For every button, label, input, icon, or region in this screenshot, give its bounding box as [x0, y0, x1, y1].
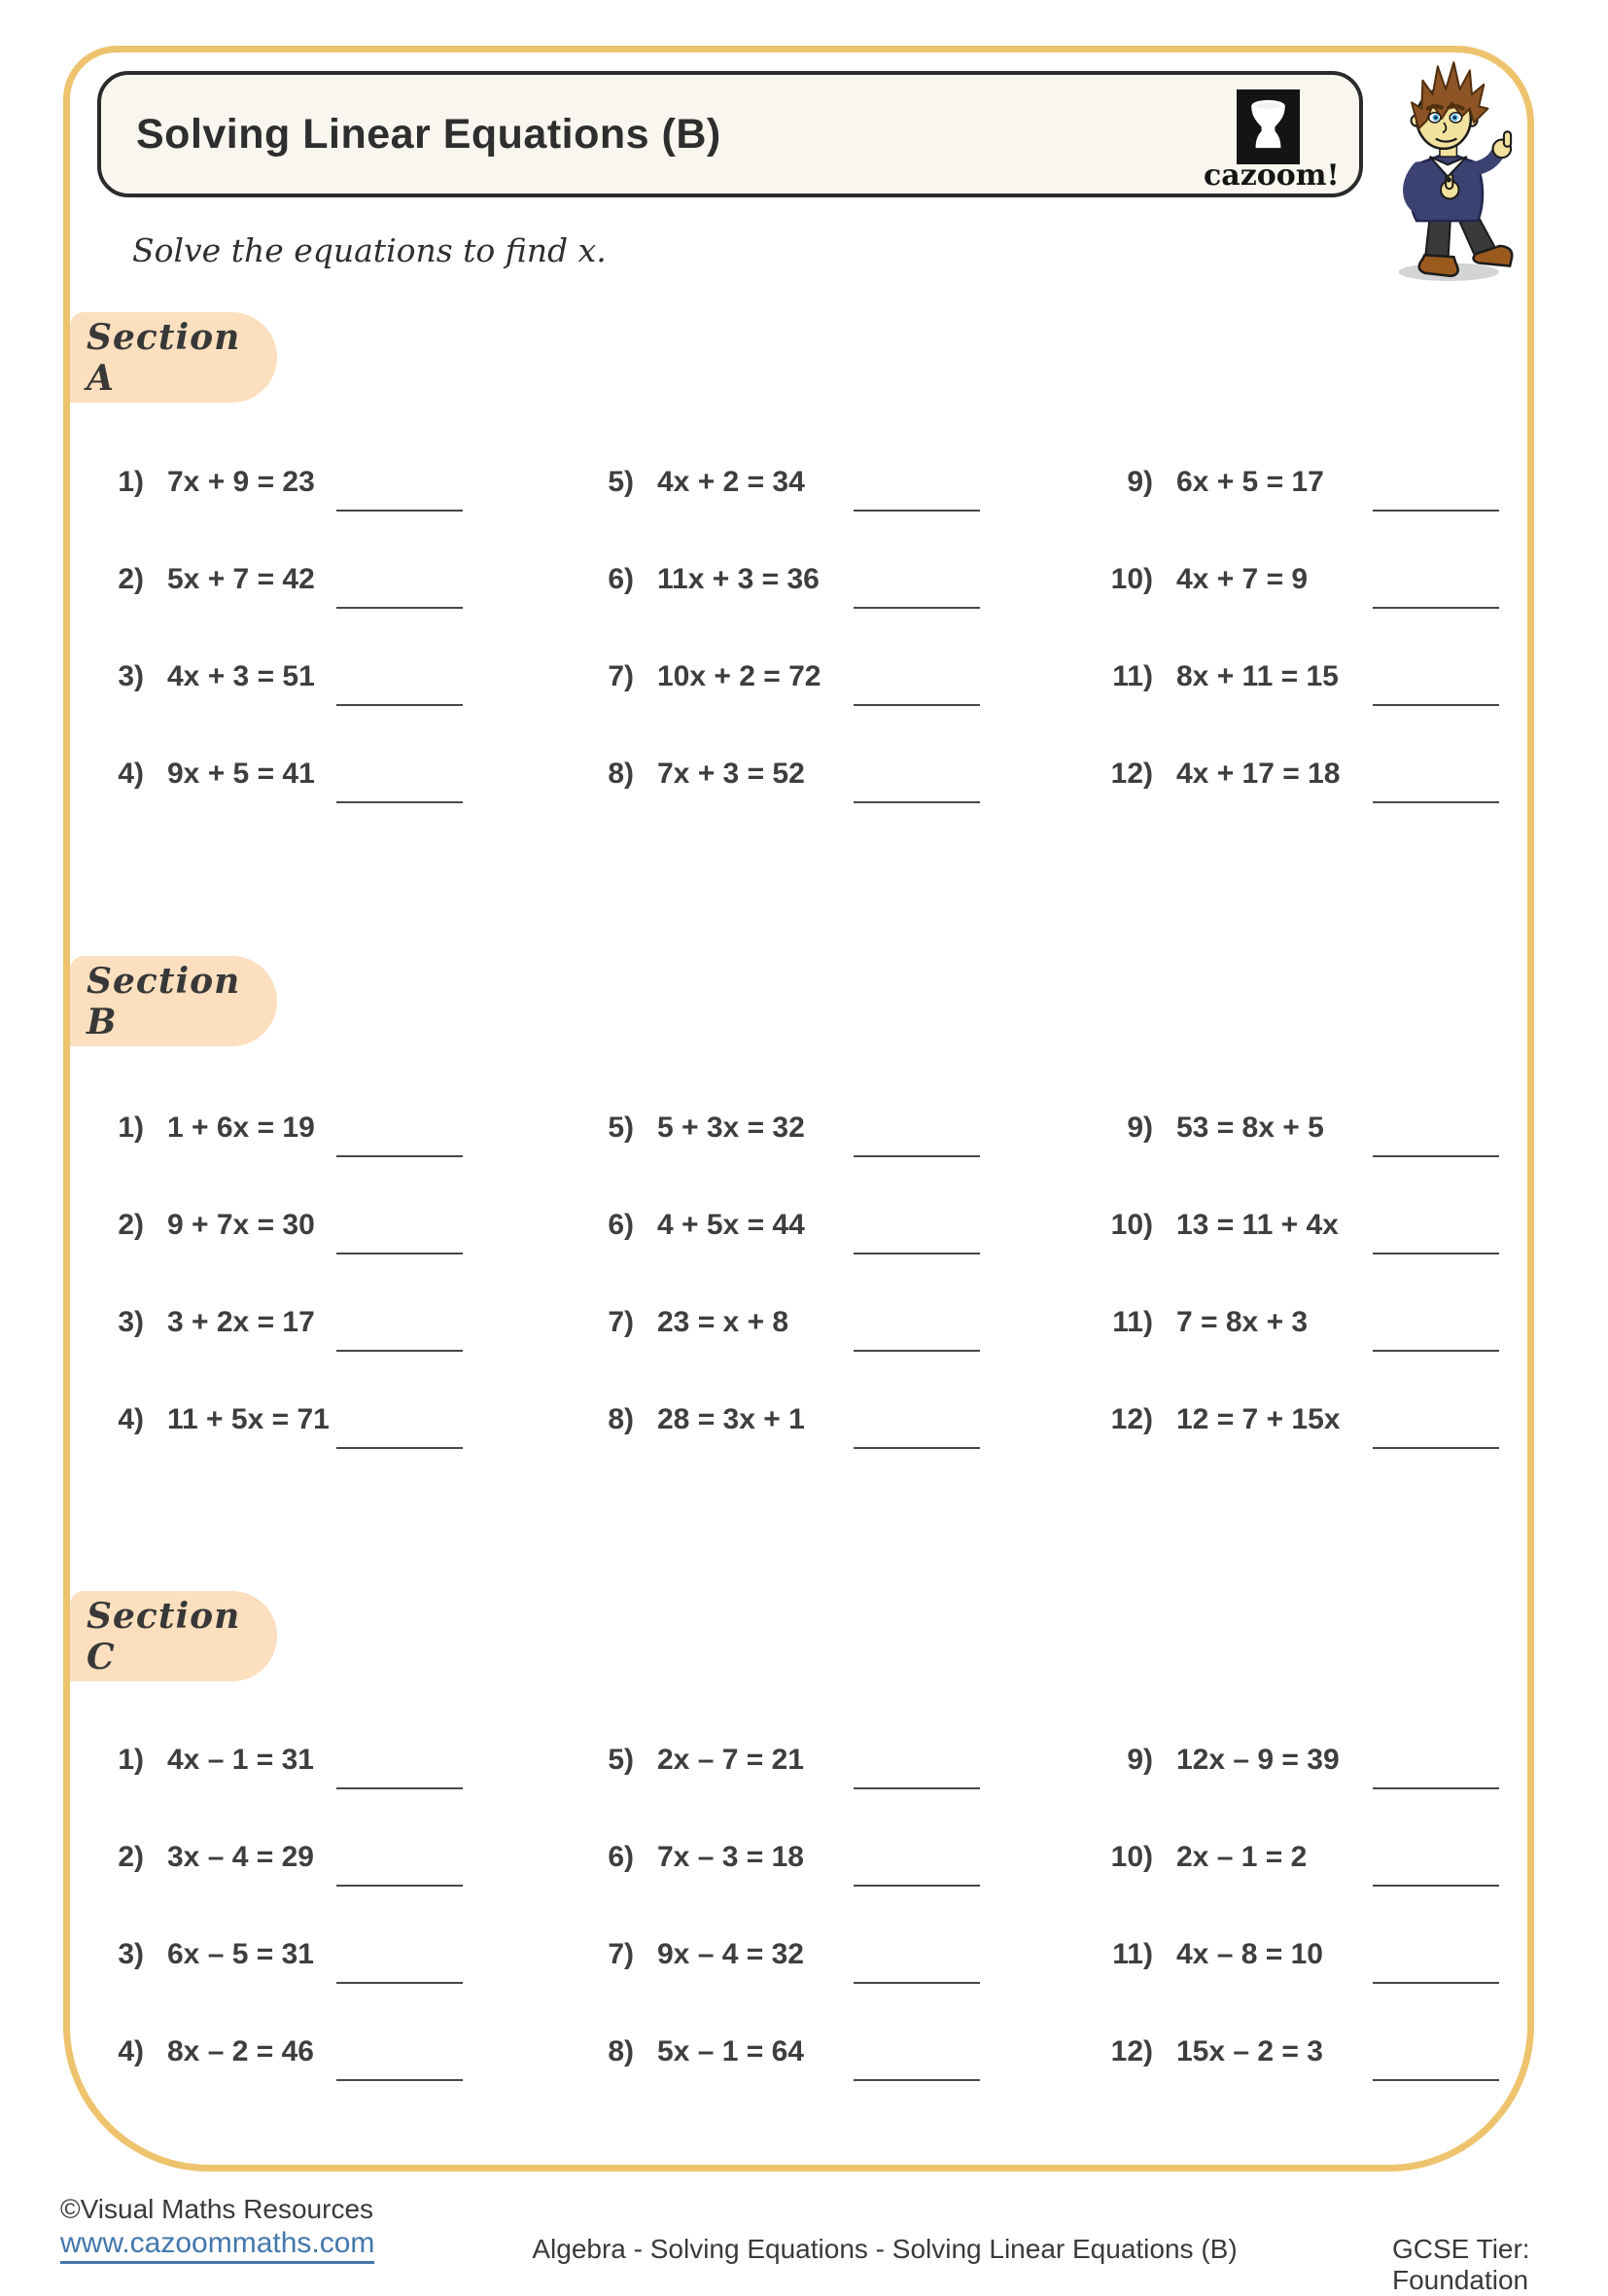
answer-line [854, 607, 980, 609]
equation: 4x + 7 = 9 [1176, 563, 1309, 595]
answer-line [1373, 607, 1499, 609]
problem-number: 4) [118, 2035, 144, 2067]
problem-number: 10) [1110, 1841, 1153, 1873]
answer-line [336, 1787, 463, 1789]
problem-number: 12) [1110, 2035, 1153, 2067]
problem-number: 8) [608, 758, 634, 790]
equation: 12 = 7 + 15x [1176, 1403, 1341, 1435]
problem-a-6 [576, 561, 820, 598]
problem-number: 6) [608, 1209, 634, 1241]
answer-line [854, 1447, 980, 1449]
equation: 1 + 6x = 19 [167, 1112, 315, 1144]
problem-b-5 [576, 1110, 805, 1147]
equation: 8x + 11 = 15 [1176, 660, 1339, 692]
answer-line [854, 1253, 980, 1254]
answer-line [336, 801, 463, 803]
problem-b-4 [86, 1401, 330, 1438]
problem-a-11 [1079, 658, 1339, 695]
answer-line [854, 1350, 980, 1352]
problem-number: 11) [1112, 660, 1153, 692]
answer-line [336, 510, 463, 512]
answer-line [1373, 801, 1499, 803]
equation: 11 + 5x = 71 [167, 1403, 330, 1435]
answer-line [1373, 1885, 1499, 1887]
equation: 28 = 3x + 1 [657, 1403, 805, 1435]
answer-line [1373, 1787, 1499, 1789]
mascot-boy-illustration [1385, 56, 1531, 282]
footer-website-link[interactable]: www.cazoommaths.com [60, 2227, 374, 2264]
problem-number: 10) [1110, 563, 1153, 595]
equation: 5 + 3x = 32 [657, 1112, 805, 1144]
problem-number: 6) [608, 1841, 634, 1873]
section-a-tab [70, 312, 277, 403]
section-b-problems [0, 1110, 1608, 1499]
equation: 15x – 2 = 3 [1176, 2035, 1323, 2067]
problem-c-4 [86, 2033, 314, 2070]
problem-number: 3) [118, 660, 144, 692]
problem-number: 4) [118, 758, 144, 790]
problem-number: 8) [608, 1403, 634, 1435]
equation: 6x – 5 = 31 [167, 1938, 314, 1970]
answer-line [336, 607, 463, 609]
problem-number: 2) [118, 1841, 144, 1873]
problem-a-4 [86, 756, 315, 793]
footer-tier-label: GCSE Tier: Foundation [1392, 2234, 1530, 2295]
problem-b-7 [576, 1304, 788, 1341]
problem-number: 1) [118, 466, 144, 498]
problem-number: 12) [1110, 1403, 1153, 1435]
equation: 2x – 7 = 21 [657, 1744, 804, 1776]
problem-number: 2) [118, 563, 144, 595]
answer-line [1373, 1253, 1499, 1254]
section-a-label: Section A [87, 316, 241, 399]
equation: 53 = 8x + 5 [1176, 1112, 1324, 1144]
problem-number: 3) [118, 1938, 144, 1970]
problem-number: 5) [608, 1112, 634, 1144]
equation: 7x + 3 = 52 [657, 758, 805, 790]
problem-c-9 [1079, 1742, 1340, 1779]
equation: 3 + 2x = 17 [167, 1306, 315, 1338]
problem-a-9 [1079, 464, 1324, 501]
problem-c-11 [1079, 1936, 1323, 1973]
problem-number: 7) [608, 660, 634, 692]
equation: 11x + 3 = 36 [657, 563, 820, 595]
problem-b-12 [1079, 1401, 1341, 1438]
problem-a-8 [576, 756, 805, 793]
equation: 8x – 2 = 46 [167, 2035, 314, 2067]
problem-number: 9) [1127, 1112, 1153, 1144]
answer-line [1373, 704, 1499, 706]
problem-c-10 [1079, 1839, 1307, 1876]
answer-line [336, 1885, 463, 1887]
equation: 9 + 7x = 30 [167, 1209, 315, 1241]
answer-line [854, 1155, 980, 1157]
problem-number: 9) [1127, 1744, 1153, 1776]
problem-a-1 [86, 464, 315, 501]
equation: 7x – 3 = 18 [657, 1841, 804, 1873]
answer-line [336, 1350, 463, 1352]
answer-line [336, 1253, 463, 1254]
answer-line [1373, 1155, 1499, 1157]
problem-b-1 [86, 1110, 315, 1147]
problem-number: 1) [118, 1112, 144, 1144]
problem-a-12 [1079, 756, 1341, 793]
equation: 5x – 1 = 64 [657, 2035, 804, 2067]
answer-line [336, 1447, 463, 1449]
cazoom-logo [1237, 89, 1300, 164]
problem-c-7 [576, 1936, 804, 1973]
problem-number: 9) [1127, 466, 1153, 498]
answer-line [854, 1885, 980, 1887]
problem-b-6 [576, 1207, 805, 1244]
answer-line [1373, 1350, 1499, 1352]
problem-b-11 [1079, 1304, 1308, 1341]
answer-line [336, 1155, 463, 1157]
problem-number: 5) [608, 1744, 634, 1776]
section-b-tab [70, 956, 277, 1046]
problem-b-8 [576, 1401, 805, 1438]
problem-a-3 [86, 658, 315, 695]
answer-line [854, 801, 980, 803]
title-box [97, 71, 1363, 197]
instruction-text: Solve the equations to find x. [132, 231, 607, 269]
answer-line [336, 1982, 463, 1984]
problem-number: 10) [1110, 1209, 1153, 1241]
answer-line [854, 510, 980, 512]
problem-b-2 [86, 1207, 315, 1244]
problem-a-7 [576, 658, 821, 695]
equation: 4 + 5x = 44 [657, 1209, 805, 1241]
answer-line [336, 704, 463, 706]
section-c-tab [70, 1591, 277, 1681]
answer-line [1373, 510, 1499, 512]
equation: 7x + 9 = 23 [167, 466, 315, 498]
equation: 3x – 4 = 29 [167, 1841, 314, 1873]
equation: 5x + 7 = 42 [167, 563, 315, 595]
equation: 13 = 11 + 4x [1176, 1209, 1339, 1241]
problem-c-6 [576, 1839, 804, 1876]
section-c-problems [0, 1742, 1608, 2131]
answer-line [854, 704, 980, 706]
footer-breadcrumb: Algebra - Solving Equations - Solving Linear Equations (B) [532, 2234, 1238, 2264]
answer-line [854, 1982, 980, 1984]
problem-b-9 [1079, 1110, 1324, 1147]
problem-number: 3) [118, 1306, 144, 1338]
answer-line [1373, 1447, 1499, 1449]
equation: 9x – 4 = 32 [657, 1938, 804, 1970]
problem-c-8 [576, 2033, 804, 2070]
problem-number: 11) [1112, 1306, 1153, 1338]
equation: 12x – 9 = 39 [1176, 1744, 1340, 1776]
section-a-problems [0, 464, 1608, 853]
answer-line [854, 2079, 980, 2081]
problem-c-1 [86, 1742, 314, 1779]
equation: 4x + 3 = 51 [167, 660, 315, 692]
equation: 10x + 2 = 72 [657, 660, 821, 692]
equation: 4x + 2 = 34 [657, 466, 805, 498]
equation: 4x + 17 = 18 [1176, 758, 1341, 790]
problem-number: 11) [1112, 1938, 1153, 1970]
problem-c-5 [576, 1742, 804, 1779]
equation: 9x + 5 = 41 [167, 758, 315, 790]
problem-c-12 [1079, 2033, 1323, 2070]
answer-line [336, 2079, 463, 2081]
answer-line [1373, 2079, 1499, 2081]
problem-c-3 [86, 1936, 314, 1973]
problem-number: 5) [608, 466, 634, 498]
section-c-label: Section C [87, 1595, 241, 1678]
equation: 6x + 5 = 17 [1176, 466, 1324, 498]
answer-line [854, 1787, 980, 1789]
problem-b-3 [86, 1304, 315, 1341]
problem-number: 8) [608, 2035, 634, 2067]
equation: 7 = 8x + 3 [1176, 1306, 1309, 1338]
problem-number: 4) [118, 1403, 144, 1435]
footer-copyright: ©Visual Maths Resources [60, 2194, 374, 2224]
problem-number: 2) [118, 1209, 144, 1241]
section-b-label: Section B [87, 960, 241, 1042]
problem-c-2 [86, 1839, 314, 1876]
problem-number: 6) [608, 563, 634, 595]
equation: 2x – 1 = 2 [1176, 1841, 1308, 1873]
problem-number: 7) [608, 1938, 634, 1970]
problem-number: 1) [118, 1744, 144, 1776]
problem-a-10 [1079, 561, 1308, 598]
problem-b-10 [1079, 1207, 1339, 1244]
equation: 4x – 8 = 10 [1176, 1938, 1323, 1970]
page-title: Solving Linear Equations (B) [136, 110, 721, 158]
answer-line [1373, 1982, 1499, 1984]
djembe-drum-icon [1241, 93, 1296, 160]
cazoom-logo-text: cazoom! [1204, 159, 1340, 193]
problem-number: 12) [1110, 758, 1153, 790]
problem-number: 7) [608, 1306, 634, 1338]
problem-a-2 [86, 561, 315, 598]
equation: 4x – 1 = 31 [167, 1744, 314, 1776]
equation: 23 = x + 8 [657, 1306, 789, 1338]
problem-a-5 [576, 464, 805, 501]
